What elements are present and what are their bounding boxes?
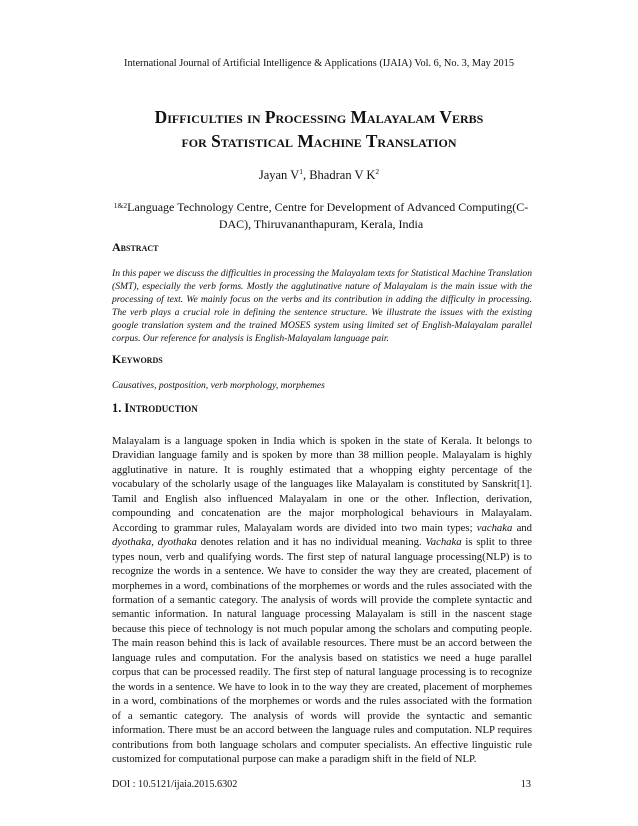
- affiliation: [112, 199, 530, 233]
- term-dyothaka: dyothaka: [112, 536, 152, 549]
- keywords-text: Causatives, postposition, verb morphology, morphemes: [112, 380, 325, 391]
- term-dyothaka-2: dyothaka: [157, 536, 197, 549]
- paper-title: [80, 105, 558, 153]
- intro-text-part-1: Malayalam is a language spoken in India which is spoken in the state of Kerala. It belongs to Dravidian language family and is spoken by more than 38 million people. Malayalam is highly agglutinative in nature. It is roughly estimated that a whopping eighty percentage of the vocabulary of the scholarly usage of the languages like Malayalam is constituted by Sanskrit[1]. Tamil and English also influenced Malayalam in one or the other. Inflection, derivation, compounding and concatenation are the major morphological behaviours in Malayalam. According to grammar rules, Malayalam words are divided into two main types;: [112, 435, 532, 534]
- keywords-heading: Keywords: [112, 352, 163, 366]
- affiliation-text: Language Technology Centre, Centre for Development of Advanced Computing(C-DAC), Thiruvananthapuram, Kerala, India: [127, 200, 529, 231]
- intro-text-part-2: denotes relation and it has no individual meaning.: [196, 536, 426, 549]
- term-vachaka: vachaka: [476, 521, 513, 534]
- title-line-1: Difficulties in Processing Malayalam Verbs: [154, 107, 484, 127]
- page-number: 13: [520, 779, 531, 790]
- intro-text-part-3: is split to three types noun, verb and qualifying words. The first step of natural language processing(NLP) is to recognize the words in a sentence. We have to consider the way they are created, placement of morphemes in a word, combinations of the morphemes or words and the rules associated with the formation of a semantic category. The analysis of words will provide the complete syntactic and semantic information. In natural language processing Malayalam is still in the nascent stage because this piece of technology is not much popular among the scholars and computing people. The main reason behind this is lack of available resources. There must be an accord between the language rules and computation. For the analysis based on statistics we need a huge parallel corpus that can be processed readily. The first step of natural language processing is to recognize the words in a sentence. We have to look in to the way they are created, placement of morphemes in a word, combinations of the morphemes or words and the rules associated with the formation of a semantic category. The analysis of words will provide the syntactic and semantic information. There must be an accord between the language rules and computation. NLP requires contributions from both language scholars and computer specialists. An effective linguistic rule customized for computational purpose can make a paradigm shift in the field of NLP.: [112, 536, 532, 765]
- author-separator: ,: [302, 168, 310, 182]
- journal-header: International Journal of Artificial Intelligence & Applications (IJAIA) Vol. 6, No. 3, May 2015: [124, 58, 514, 69]
- author-1: Jayan V: [258, 168, 300, 182]
- author-2: Bhadran V K: [309, 168, 376, 182]
- introduction-heading: 1. Introduction: [112, 401, 198, 415]
- abstract-heading: Abstract: [112, 240, 159, 254]
- intro-comma: ,: [151, 536, 158, 549]
- affiliation-mark: 1&2: [113, 201, 128, 210]
- doi: DOI : 10.5121/ijaia.2015.6302: [112, 779, 238, 790]
- abstract-text: In this paper we discuss the difficulties in processing the Malayalam texts for Statistical Machine Translation (SMT), especially the verb forms. Mostly the agglutinative nature of Malayalam is the main issue with the processing of text. We mainly focus on the verbs and its contribution in adding the difficulty in processing. The verb plays a crucial role in defining the sentence structure. We illustrate the issues with the existing google translation system and the trained MOSES system using limited set of English-Malayalam parallel corpus. Our reference for analysis is English-Malayalam language pair.: [112, 268, 532, 345]
- author-2-mark: 2: [375, 167, 380, 176]
- author-1-mark: 1: [299, 167, 303, 176]
- introduction-body: [112, 434, 532, 766]
- title-line-2: for Statistical Machine Translation: [181, 131, 457, 151]
- intro-and: and: [512, 521, 532, 534]
- author-list: [0, 168, 638, 182]
- term-vachaka-2: Vachaka: [425, 536, 462, 549]
